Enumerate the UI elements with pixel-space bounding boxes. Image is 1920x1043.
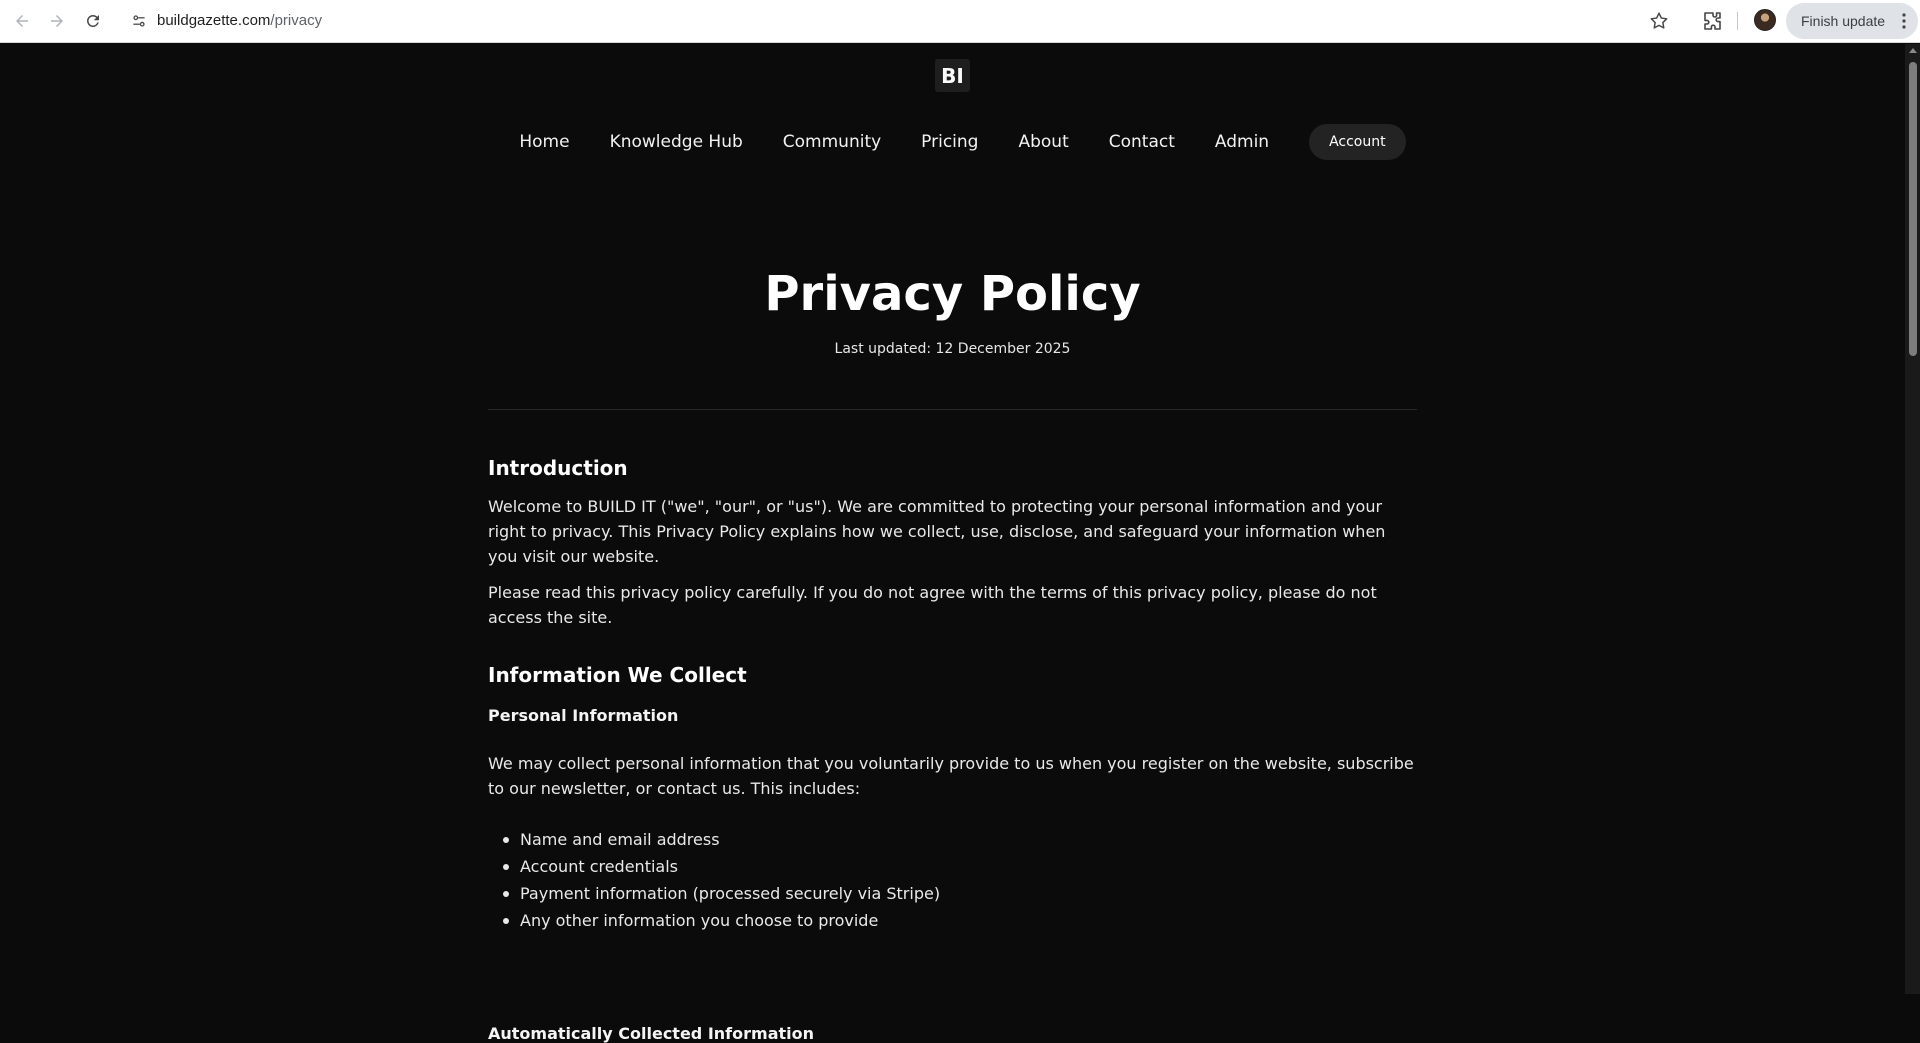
reload-button[interactable]: [79, 7, 107, 35]
site-logo[interactable]: BI: [935, 59, 970, 92]
last-updated: Last updated: 12 December 2025: [834, 341, 1071, 357]
forward-icon: [48, 12, 66, 30]
bookmark-star-icon[interactable]: [1648, 10, 1670, 32]
list-item: Any other information you choose to provide: [520, 907, 1417, 934]
reload-icon: [84, 12, 102, 30]
address-bar[interactable]: [121, 5, 1691, 36]
nav-item-pricing[interactable]: Pricing: [921, 132, 979, 152]
introduction-paragraph-2: Please read this privacy policy carefully. If you do not agree with the terms of this privacy policy, please do not access the site.: [488, 583, 1377, 627]
nav-item-contact[interactable]: Contact: [1108, 132, 1175, 152]
nav-item-knowledge-hub[interactable]: Knowledge Hub: [609, 132, 743, 152]
forward-button[interactable]: [43, 7, 71, 35]
scroll-up-arrow[interactable]: [1909, 48, 1917, 53]
main-nav: [0, 124, 1905, 160]
personal-information-list: [520, 826, 1417, 934]
url-path: /privacy: [270, 12, 323, 29]
list-item: Account credentials: [520, 853, 1417, 880]
more-vert-icon: [1902, 13, 1906, 29]
personal-information-heading: Personal Information: [488, 706, 679, 725]
automatically-collected-heading: Automatically Collected Information: [488, 1024, 814, 1043]
back-button[interactable]: [8, 7, 36, 35]
site-info-button[interactable]: [129, 11, 149, 31]
extensions-icon[interactable]: [1700, 9, 1724, 33]
page-title: Privacy Policy: [764, 266, 1141, 322]
site-info-icon: [131, 13, 147, 29]
toolbar-divider: [1737, 12, 1738, 30]
back-icon: [13, 12, 31, 30]
account-button[interactable]: Account: [1309, 124, 1406, 160]
scroll-thumb[interactable]: [1909, 62, 1917, 356]
list-item: Name and email address: [520, 826, 1417, 853]
nav-item-home[interactable]: Home: [519, 132, 570, 152]
nav-item-community[interactable]: Community: [782, 132, 882, 152]
profile-avatar[interactable]: [1754, 9, 1776, 31]
personal-information-paragraph: We may collect personal information that you voluntarily provide to us when you register on the website, subscribe to our newsletter, or contact us. This includes:: [488, 754, 1414, 798]
browser-toolbar: [0, 0, 1920, 43]
url-host: buildgazette.com: [157, 12, 271, 29]
introduction-paragraph-1: Welcome to BUILD IT ("we", "our", or "us"). We are committed to protecting your personal information and your right to privacy. This Privacy Policy explains how we collect, use, disclose, and safeguard your information when you visit our website.: [488, 497, 1386, 566]
finish-update-button[interactable]: [1786, 3, 1918, 39]
introduction-heading: Introduction: [488, 456, 628, 480]
nav-item-admin[interactable]: Admin: [1214, 132, 1270, 152]
section-divider: [488, 409, 1417, 410]
page-viewport: [0, 44, 1905, 1043]
list-item: Payment information (processed securely via Stripe): [520, 880, 1417, 907]
information-we-collect-heading: Information We Collect: [488, 663, 747, 687]
finish-update-label: Finish update: [1801, 13, 1886, 29]
page-scrollbar[interactable]: [1905, 44, 1920, 994]
nav-item-about[interactable]: About: [1018, 132, 1069, 152]
url-text[interactable]: [157, 12, 322, 29]
